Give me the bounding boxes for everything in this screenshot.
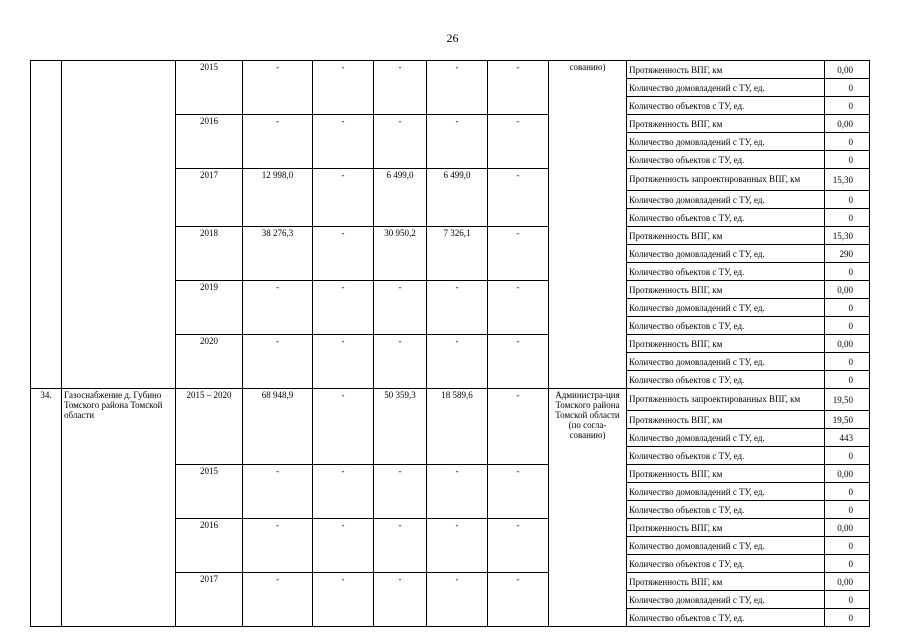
- indicator-value: 0: [825, 97, 870, 115]
- indicator-label: Количество объектов с ТУ, ед.: [627, 609, 825, 627]
- indicator-label: Количество домовладений с ТУ, ед.: [627, 591, 825, 609]
- amount-cell: 6 499,0: [427, 169, 488, 227]
- indicator-value: 0: [825, 79, 870, 97]
- amount-cell: -: [313, 227, 374, 281]
- amount-cell: -: [313, 335, 374, 389]
- indicator-value: 0: [825, 447, 870, 465]
- amount-cell: 50 359,3: [374, 389, 427, 465]
- indicator-value: 0,00: [825, 115, 870, 133]
- indicator-value: 0: [825, 263, 870, 281]
- year-cell: 2018: [176, 227, 243, 281]
- amount-cell: -: [488, 61, 549, 115]
- indicator-label: Количество домовладений с ТУ, ед.: [627, 299, 825, 317]
- indicator-value: 0: [825, 133, 870, 151]
- amount-cell: 12 998,0: [243, 169, 313, 227]
- amount-cell: -: [488, 335, 549, 389]
- indicator-value: 0,00: [825, 335, 870, 353]
- amount-cell: -: [488, 389, 549, 465]
- amount-cell: -: [427, 335, 488, 389]
- indicator-label: Протяженность ВПГ, км: [627, 227, 825, 245]
- indicator-value: 15,30: [825, 227, 870, 245]
- amount-cell: -: [374, 61, 427, 115]
- indicator-value: 0: [825, 501, 870, 519]
- amount-cell: -: [374, 281, 427, 335]
- year-cell: 2019: [176, 281, 243, 335]
- amount-cell: -: [488, 465, 549, 519]
- table-row: [31, 389, 870, 411]
- amount-cell: -: [427, 519, 488, 573]
- year-cell: 2017: [176, 573, 243, 627]
- amount-cell: 38 276,3: [243, 227, 313, 281]
- indicator-value: 19,50: [825, 411, 870, 429]
- amount-cell: -: [374, 115, 427, 169]
- indicator-label: Протяженность ВПГ, км: [627, 411, 825, 429]
- indicator-value: 0: [825, 353, 870, 371]
- indicator-label: Количество объектов с ТУ, ед.: [627, 209, 825, 227]
- amount-cell: -: [427, 465, 488, 519]
- amount-cell: 68 948,9: [243, 389, 313, 465]
- amount-cell: -: [243, 465, 313, 519]
- year-cell: 2015: [176, 465, 243, 519]
- year-cell: 2016: [176, 519, 243, 573]
- amount-cell: -: [427, 61, 488, 115]
- amount-cell: -: [374, 573, 427, 627]
- amount-cell: -: [243, 335, 313, 389]
- amount-cell: -: [313, 115, 374, 169]
- indicator-value: 0: [825, 299, 870, 317]
- year-cell: 2016: [176, 115, 243, 169]
- indicator-value: 0: [825, 209, 870, 227]
- amount-cell: 6 499,0: [374, 169, 427, 227]
- indicator-value: 0: [825, 537, 870, 555]
- indicator-label: Количество домовладений с ТУ, ед.: [627, 353, 825, 371]
- indicator-label: Количество домовладений с ТУ, ед.: [627, 429, 825, 447]
- amount-cell: -: [243, 115, 313, 169]
- indicator-label: Количество объектов с ТУ, ед.: [627, 97, 825, 115]
- amount-cell: -: [427, 573, 488, 627]
- indicator-label: Количество объектов с ТУ, ед.: [627, 371, 825, 389]
- indicator-label: Количество объектов с ТУ, ед.: [627, 501, 825, 519]
- indicator-value: 0,00: [825, 61, 870, 79]
- indicator-label: Протяженность запроектированных ВПГ, км: [627, 169, 825, 191]
- indicator-label: Протяженность запроектированных ВПГ, км: [627, 389, 825, 411]
- indicator-label: Протяженность ВПГ, км: [627, 61, 825, 79]
- indicator-value: 290: [825, 245, 870, 263]
- table-row: [31, 61, 870, 79]
- indicator-value: 443: [825, 429, 870, 447]
- amount-cell: -: [313, 519, 374, 573]
- amount-cell: -: [313, 281, 374, 335]
- indicator-label: Количество объектов с ТУ, ед.: [627, 555, 825, 573]
- indicator-label: Количество домовладений с ТУ, ед.: [627, 483, 825, 501]
- indicator-label: Количество объектов с ТУ, ед.: [627, 151, 825, 169]
- indicator-value: 0,00: [825, 465, 870, 483]
- amount-cell: -: [374, 465, 427, 519]
- amount-cell: -: [313, 573, 374, 627]
- indicator-label: Количество домовладений с ТУ, ед.: [627, 537, 825, 555]
- indicator-label: Протяженность ВПГ, км: [627, 335, 825, 353]
- indicator-label: Протяженность ВПГ, км: [627, 519, 825, 537]
- program-table: [30, 60, 870, 627]
- item-number: [31, 61, 62, 389]
- indicator-label: Количество домовладений с ТУ, ед.: [627, 133, 825, 151]
- amount-cell: -: [374, 335, 427, 389]
- amount-cell: 7 326,1: [427, 227, 488, 281]
- item-name: Газоснабжение д. Губино Томского района Томской области: [62, 389, 176, 627]
- indicator-label: Протяженность ВПГ, км: [627, 465, 825, 483]
- amount-cell: -: [427, 281, 488, 335]
- year-cell: 2017: [176, 169, 243, 227]
- year-cell: 2015: [176, 61, 243, 115]
- year-cell: 2015 – 2020: [176, 389, 243, 465]
- amount-cell: -: [313, 465, 374, 519]
- indicator-label: Количество объектов с ТУ, ед.: [627, 263, 825, 281]
- executor-cell: сованию): [549, 61, 627, 389]
- executor-cell: Администра-ция Томского района Томской области (по согла-сованию): [549, 389, 627, 627]
- amount-cell: -: [374, 519, 427, 573]
- indicator-value: 0,00: [825, 519, 870, 537]
- amount-cell: -: [488, 115, 549, 169]
- amount-cell: -: [488, 519, 549, 573]
- amount-cell: -: [488, 169, 549, 227]
- amount-cell: -: [243, 519, 313, 573]
- indicator-label: Количество объектов с ТУ, ед.: [627, 317, 825, 335]
- indicator-label: Количество домовладений с ТУ, ед.: [627, 245, 825, 263]
- item-name: [62, 61, 176, 389]
- amount-cell: 18 589,6: [427, 389, 488, 465]
- indicator-value: 0: [825, 555, 870, 573]
- indicator-value: 0: [825, 591, 870, 609]
- indicator-label: Количество домовладений с ТУ, ед.: [627, 79, 825, 97]
- amount-cell: 30 950,2: [374, 227, 427, 281]
- amount-cell: -: [427, 115, 488, 169]
- amount-cell: -: [243, 573, 313, 627]
- amount-cell: -: [488, 227, 549, 281]
- indicator-label: Протяженность ВПГ, км: [627, 115, 825, 133]
- year-cell: 2020: [176, 335, 243, 389]
- indicator-label: Количество объектов с ТУ, ед.: [627, 447, 825, 465]
- indicator-label: Протяженность ВПГ, км: [627, 281, 825, 299]
- indicator-value: 0,00: [825, 573, 870, 591]
- indicator-label: Протяженность ВПГ, км: [627, 573, 825, 591]
- indicator-label: Количество домовладений с ТУ, ед.: [627, 191, 825, 209]
- indicator-value: 0: [825, 609, 870, 627]
- amount-cell: -: [488, 281, 549, 335]
- indicator-value: 0: [825, 371, 870, 389]
- amount-cell: -: [313, 169, 374, 227]
- indicator-value: 0,00: [825, 281, 870, 299]
- amount-cell: -: [488, 573, 549, 627]
- page-number: 26: [446, 31, 459, 45]
- item-number: 34.: [31, 389, 62, 627]
- amount-cell: -: [243, 61, 313, 115]
- indicator-value: 0: [825, 317, 870, 335]
- amount-cell: -: [313, 389, 374, 465]
- indicator-value: 15,30: [825, 169, 870, 191]
- indicator-value: 0: [825, 151, 870, 169]
- amount-cell: -: [243, 281, 313, 335]
- indicator-value: 19,50: [825, 389, 870, 411]
- indicator-value: 0: [825, 191, 870, 209]
- indicator-value: 0: [825, 483, 870, 501]
- amount-cell: -: [313, 61, 374, 115]
